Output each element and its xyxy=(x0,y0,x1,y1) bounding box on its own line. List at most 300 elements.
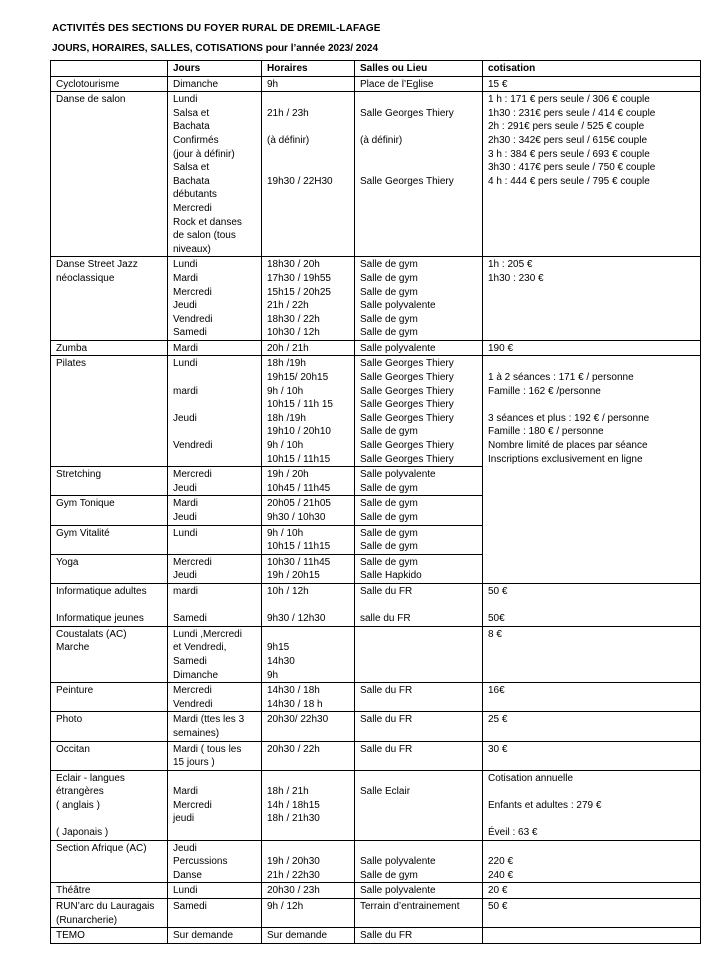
cell-line: Salle de gym xyxy=(360,272,418,284)
cell-line: TEMO xyxy=(56,930,85,942)
days-cell xyxy=(168,899,262,928)
document-title: ACTIVITÉS DES SECTIONS DU FOYER RURAL DE DREMIL-LAFAGE xyxy=(52,23,381,34)
header-hours: Horaires xyxy=(262,61,355,77)
cell-line: Samedi xyxy=(173,655,207,667)
cell-line: Mardi xyxy=(173,272,199,284)
cell-line: 9h / 10h xyxy=(267,440,304,452)
days-cell xyxy=(168,741,262,770)
hours-cell xyxy=(262,928,355,944)
cell-line: Salle de gym xyxy=(360,556,418,568)
cell-line: Marche xyxy=(56,642,90,654)
table-body xyxy=(51,76,701,943)
cell-line: (Runarcherie) xyxy=(56,914,118,926)
cell-line: 10h15 / 11h15 xyxy=(267,453,331,465)
activity-cell xyxy=(51,883,168,899)
cell-line xyxy=(488,812,697,826)
cell-line: Mercredi xyxy=(173,799,212,811)
cell-line: 21h / 23h xyxy=(267,107,309,119)
cell-line: 3 séances et plus : 192 € / personne xyxy=(488,412,650,424)
fee-cell xyxy=(483,683,701,712)
activity-cell xyxy=(51,770,168,840)
cell-line: Place de l’Eglise xyxy=(360,78,434,90)
rooms-cell xyxy=(355,712,483,741)
table-row xyxy=(51,741,701,770)
fee-cell xyxy=(483,583,701,626)
cell-line: 8 € xyxy=(488,628,502,640)
rooms-cell xyxy=(355,92,483,257)
hours-cell xyxy=(262,356,355,467)
cell-line: Salle de gym xyxy=(360,869,418,881)
table-row xyxy=(51,712,701,741)
cell-line xyxy=(173,599,258,613)
cell-line: Dimanche xyxy=(173,78,219,90)
cell-line: Mardi xyxy=(173,498,199,510)
rooms-cell xyxy=(355,770,483,840)
cell-line: mardi xyxy=(173,585,199,597)
cell-line: Lundi xyxy=(173,358,198,370)
cell-line xyxy=(360,772,479,786)
hours-cell xyxy=(262,92,355,257)
cell-line: Mercredi xyxy=(173,286,212,298)
cell-line: Stretching xyxy=(56,469,102,481)
cell-line xyxy=(360,599,479,613)
cell-line: Salle polyvalente xyxy=(360,300,436,312)
cell-line: (à définir) xyxy=(267,134,310,146)
header-days: Jours xyxy=(168,61,262,77)
cell-line: Famille : 180 € / personne xyxy=(488,426,604,438)
cell-line: 14h30 xyxy=(267,655,295,667)
days-cell xyxy=(168,928,262,944)
cell-line: 10h30 / 12h xyxy=(267,327,320,339)
days-cell xyxy=(168,76,262,92)
activity-cell xyxy=(51,583,168,626)
rooms-cell xyxy=(355,741,483,770)
cell-line xyxy=(488,398,697,412)
fee-cell xyxy=(483,770,701,840)
activity-cell xyxy=(51,928,168,944)
cell-line: Salle Georges Thiery xyxy=(360,175,454,187)
cell-line: Peinture xyxy=(56,685,94,697)
cell-line: Salsa et xyxy=(173,107,210,119)
cell-line: 9h30 / 12h30 xyxy=(267,613,326,625)
cell-line: Dimanche xyxy=(173,669,219,681)
fee-cell xyxy=(483,899,701,928)
fee-cell xyxy=(483,840,701,883)
rooms-cell xyxy=(355,467,483,496)
cell-line xyxy=(267,148,351,162)
cell-line: Salle polyvalente xyxy=(360,342,436,354)
cell-line: Jeudi xyxy=(173,842,197,854)
rooms-cell xyxy=(355,257,483,341)
cell-line: Pilates xyxy=(56,358,87,370)
cell-line: 18h /19h xyxy=(267,358,306,370)
cell-line: 9h / 10h xyxy=(267,385,304,397)
cell-line: Terrain d’entrainement xyxy=(360,901,460,913)
cell-line: Mercredi xyxy=(173,202,212,214)
fee-cell xyxy=(483,92,701,257)
table-row xyxy=(51,356,701,467)
activity-cell xyxy=(51,340,168,356)
cell-line: 20h / 21h xyxy=(267,342,309,354)
table-row xyxy=(51,683,701,712)
cell-line: Salle de gym xyxy=(360,541,418,553)
cell-line xyxy=(267,628,351,642)
cell-line: Informatique adultes xyxy=(56,585,147,597)
table-row xyxy=(51,840,701,883)
days-cell xyxy=(168,525,262,554)
activity-cell xyxy=(51,899,168,928)
cell-line xyxy=(360,842,479,856)
cell-line: Jeudi xyxy=(173,512,197,523)
cell-line: 50 € xyxy=(488,901,508,913)
cell-line: Mercredi xyxy=(173,556,212,568)
cell-line: Salle du FR xyxy=(360,930,413,942)
cell-line: Lundi xyxy=(173,259,198,271)
rooms-cell xyxy=(355,554,483,583)
cell-line: Nombre limité de places par séance xyxy=(488,440,648,452)
cell-line xyxy=(488,785,697,799)
cell-line: Section Afrique (AC) xyxy=(56,842,147,854)
cell-line xyxy=(267,120,351,134)
cell-line: 19h / 20h xyxy=(267,469,309,481)
hours-cell xyxy=(262,683,355,712)
cell-line: Lundi ,Mercredi xyxy=(173,628,242,640)
cell-line: Inscriptions exclusivement en ligne xyxy=(488,453,643,465)
cell-line: Salle de gym xyxy=(360,482,418,494)
cell-line: Zumba xyxy=(56,342,88,354)
cell-line: 10h15 / 11h15 xyxy=(267,541,331,553)
cell-line: (jour à définir) xyxy=(173,148,235,160)
activities-table xyxy=(50,60,701,944)
cell-line: 1h : 205 € xyxy=(488,259,533,271)
days-cell xyxy=(168,467,262,496)
cell-line: Vendredi xyxy=(173,440,213,452)
cell-line: Salle du FR xyxy=(360,743,413,755)
cell-line: 14h30 / 18 h xyxy=(267,698,323,710)
cell-line: Samedi xyxy=(173,613,207,625)
rooms-cell xyxy=(355,626,483,682)
fee-cell xyxy=(483,883,701,899)
activity-cell xyxy=(51,92,168,257)
cell-line: 1h30 : 231€ pers seule / 414 € couple xyxy=(488,107,656,119)
activity-cell xyxy=(51,840,168,883)
activity-cell xyxy=(51,257,168,341)
cell-line: Lundi xyxy=(173,527,198,539)
fee-cell xyxy=(483,741,701,770)
cell-line: Vendredi xyxy=(173,313,213,325)
cell-line: 220 € xyxy=(488,856,514,868)
cell-line: 9h xyxy=(267,669,279,681)
cell-line: néoclassique xyxy=(56,272,115,284)
hours-cell xyxy=(262,840,355,883)
activity-cell xyxy=(51,356,168,467)
cell-line: Jeudi xyxy=(173,570,197,582)
cell-line: Salle Eclair xyxy=(360,786,411,798)
cell-line: 10h / 12h xyxy=(267,585,309,597)
cell-line: Salle du FR xyxy=(360,585,413,597)
days-cell xyxy=(168,770,262,840)
cell-line: Coustalats (AC) xyxy=(56,628,127,640)
rooms-cell xyxy=(355,356,483,467)
cell-line: 19h / 20h30 xyxy=(267,856,320,868)
cell-line: Salle polyvalente xyxy=(360,469,436,481)
cell-line xyxy=(173,398,258,412)
rooms-cell xyxy=(355,928,483,944)
days-cell xyxy=(168,883,262,899)
cell-line: 4 h : 444 € pers seule / 795 € couple xyxy=(488,175,650,187)
cell-line xyxy=(173,371,258,385)
hours-cell xyxy=(262,257,355,341)
cell-line: 50€ xyxy=(488,613,505,625)
cell-line: 15 jours ) xyxy=(173,757,215,769)
cell-line: Jeudi xyxy=(173,482,197,494)
days-cell xyxy=(168,626,262,682)
fee-cell xyxy=(483,626,701,682)
cell-line: Vendredi xyxy=(173,698,213,710)
table-header-row xyxy=(51,61,701,77)
cell-line xyxy=(360,93,479,107)
rooms-cell xyxy=(355,683,483,712)
cell-line: Cyclotourisme xyxy=(56,78,120,90)
cell-line: 19h / 20h15 xyxy=(267,570,320,582)
cell-line: Éveil : 63 € xyxy=(488,827,538,839)
cell-line: Sur demande xyxy=(267,930,328,942)
days-cell xyxy=(168,583,262,626)
cell-line xyxy=(267,93,351,107)
cell-line: 50 € xyxy=(488,585,508,597)
header-activity xyxy=(51,61,168,77)
table-row xyxy=(51,770,701,840)
cell-line: 240 € xyxy=(488,869,514,881)
cell-line: 10h45 / 11h45 xyxy=(267,482,331,494)
rooms-cell xyxy=(355,76,483,92)
activity-cell xyxy=(51,496,168,525)
table-row xyxy=(51,626,701,682)
cell-line: 21h / 22h30 xyxy=(267,869,320,881)
fee-cell xyxy=(483,257,701,341)
cell-line: débutants xyxy=(173,189,217,201)
hours-cell xyxy=(262,583,355,626)
hours-cell xyxy=(262,770,355,840)
days-cell xyxy=(168,257,262,341)
hours-cell xyxy=(262,467,355,496)
cell-line: 18h / 21h xyxy=(267,786,309,798)
rooms-cell xyxy=(355,899,483,928)
cell-line: 9h30 / 10h30 xyxy=(267,512,326,523)
cell-line: 18h /19h xyxy=(267,412,306,424)
cell-line: Confirmés xyxy=(173,134,219,146)
cell-line: 20h30/ 22h30 xyxy=(267,714,329,726)
days-cell xyxy=(168,340,262,356)
cell-line: Salle de gym xyxy=(360,527,418,539)
cell-line: Gym Tonique xyxy=(56,498,115,510)
cell-line: Eclair - langues xyxy=(56,772,125,784)
cell-line: Photo xyxy=(56,714,83,726)
cell-line: Salle de gym xyxy=(360,426,418,438)
activity-cell xyxy=(51,467,168,496)
cell-line: et Vendredi, xyxy=(173,642,227,654)
cell-line: RUN’arc du Lauragais xyxy=(56,901,155,913)
cell-line: 9h xyxy=(267,78,279,90)
fee-cell xyxy=(483,76,701,92)
table-row xyxy=(51,899,701,928)
cell-line: Occitan xyxy=(56,743,90,755)
cell-line: Salle Georges Thiery xyxy=(360,412,454,424)
cell-line: Salle de gym xyxy=(360,286,418,298)
days-cell xyxy=(168,356,262,467)
cell-line: Salle de gym xyxy=(360,512,418,523)
cell-line: Yoga xyxy=(56,556,79,568)
cell-line: Salle Georges Thiery xyxy=(360,440,454,452)
days-cell xyxy=(168,683,262,712)
cell-line xyxy=(488,599,697,613)
hours-cell xyxy=(262,712,355,741)
cell-line xyxy=(173,772,258,786)
days-cell xyxy=(168,554,262,583)
cell-line: 15 € xyxy=(488,78,508,90)
header-fee: cotisation xyxy=(483,61,701,77)
cell-line xyxy=(360,120,479,134)
cell-line xyxy=(267,842,351,856)
cell-line: Salle polyvalente xyxy=(360,856,436,868)
table-row xyxy=(51,257,701,341)
cell-line: Salle de gym xyxy=(360,498,418,510)
cell-line: 20 € xyxy=(488,885,508,897)
cell-line: Mercredi xyxy=(173,469,212,481)
days-cell xyxy=(168,712,262,741)
hours-cell xyxy=(262,626,355,682)
cell-line: Lundi xyxy=(173,885,198,897)
hours-cell xyxy=(262,741,355,770)
fee-cell xyxy=(483,356,701,584)
cell-line: 20h05 / 21h05 xyxy=(267,498,331,510)
cell-line: Salle Georges Thiery xyxy=(360,385,454,397)
cell-line: Salle Georges Thiery xyxy=(360,358,454,370)
cell-line: salle du FR xyxy=(360,613,411,625)
cell-line xyxy=(56,599,164,613)
cell-line: jeudi xyxy=(173,813,195,825)
cell-line: de salon (tous xyxy=(173,230,236,242)
cell-line xyxy=(267,161,351,175)
table-row xyxy=(51,340,701,356)
fee-cell xyxy=(483,712,701,741)
cell-line: 25 € xyxy=(488,714,508,726)
cell-line: Mardi xyxy=(173,342,199,354)
cell-line: 2h30 : 342€ pers seul / 615€ couple xyxy=(488,134,648,146)
table-row xyxy=(51,928,701,944)
cell-line: 3 h : 384 € pers seule / 693 € couple xyxy=(488,148,650,160)
table-row xyxy=(51,883,701,899)
table-row xyxy=(51,76,701,92)
cell-line: 19h15/ 20h15 xyxy=(267,372,329,384)
cell-line: 3h30 : 417€ pers seule / 750 € couple xyxy=(488,162,656,174)
cell-line: 2h : 291€ pers seule / 525 € couple xyxy=(488,121,645,133)
activity-cell xyxy=(51,683,168,712)
hours-cell xyxy=(262,883,355,899)
cell-line: 14h / 18h15 xyxy=(267,799,320,811)
cell-line: 9h15 xyxy=(267,642,290,654)
cell-line: Salle de gym xyxy=(360,327,418,339)
activity-cell xyxy=(51,76,168,92)
cell-line: Salle polyvalente xyxy=(360,885,436,897)
cell-line: étrangères xyxy=(56,786,104,798)
rooms-cell xyxy=(355,525,483,554)
cell-line: Danse de salon xyxy=(56,94,126,106)
cell-line: Salle Georges Thiery xyxy=(360,453,454,465)
cell-line: Théâtre xyxy=(56,885,91,897)
days-cell xyxy=(168,496,262,525)
days-cell xyxy=(168,92,262,257)
cell-line xyxy=(488,357,697,371)
cell-line: Bachata xyxy=(173,121,210,133)
cell-line xyxy=(173,425,258,439)
cell-line: Informatique jeunes xyxy=(56,613,144,625)
hours-cell xyxy=(262,340,355,356)
activity-cell xyxy=(51,626,168,682)
activity-cell xyxy=(51,712,168,741)
rooms-cell xyxy=(355,840,483,883)
cell-line: 21h / 22h xyxy=(267,300,309,312)
cell-line: semaines) xyxy=(173,727,220,739)
rooms-cell xyxy=(355,583,483,626)
cell-line: 15h15 / 20h25 xyxy=(267,286,331,298)
activity-cell xyxy=(51,525,168,554)
cell-line: Danse xyxy=(173,869,202,881)
header-rooms: Salles ou Lieu xyxy=(355,61,483,77)
rooms-cell xyxy=(355,496,483,525)
cell-line: Salle Georges Thiery xyxy=(360,372,454,384)
cell-line: Lundi xyxy=(173,94,198,106)
hours-cell xyxy=(262,899,355,928)
cell-line: ( anglais ) xyxy=(56,799,100,811)
cell-line: Jeudi xyxy=(173,412,197,424)
days-cell xyxy=(168,840,262,883)
table-row xyxy=(51,92,701,257)
rooms-cell xyxy=(355,883,483,899)
cell-line: Salle du FR xyxy=(360,685,413,697)
rooms-cell xyxy=(355,340,483,356)
cell-line: Mardi ( tous les xyxy=(173,743,242,755)
cell-line: Cotisation annuelle xyxy=(488,772,574,784)
cell-line xyxy=(360,161,479,175)
cell-line: 9h / 12h xyxy=(267,901,304,913)
cell-line: Bachata xyxy=(173,175,210,187)
cell-line: Rock et danses xyxy=(173,216,242,228)
cell-line: mardi xyxy=(173,385,199,397)
cell-line: Enfants et adultes : 279 € xyxy=(488,799,602,811)
hours-cell xyxy=(262,76,355,92)
cell-line: 10h30 / 11h45 xyxy=(267,556,331,568)
cell-line xyxy=(56,812,164,826)
cell-line: Samedi xyxy=(173,901,207,913)
cell-line: 1 h : 171 € pers seule / 306 € couple xyxy=(488,94,650,106)
cell-line: Famille : 162 € /personne xyxy=(488,385,601,397)
cell-line: Salle Georges Thiery xyxy=(360,399,454,411)
cell-line: 1 à 2 séances : 171 € / personne xyxy=(488,372,634,384)
cell-line xyxy=(488,842,697,856)
cell-line: 17h30 / 19h55 xyxy=(267,272,331,284)
table-row xyxy=(51,583,701,626)
cell-line: niveaux) xyxy=(173,243,211,255)
cell-line: 16€ xyxy=(488,685,505,697)
activity-cell xyxy=(51,554,168,583)
cell-line: Samedi xyxy=(173,327,207,339)
cell-line: Percussions xyxy=(173,856,228,868)
cell-line: 18h30 / 20h xyxy=(267,259,320,271)
cell-line: Salle du FR xyxy=(360,714,413,726)
cell-line: Salle de gym xyxy=(360,259,418,271)
fee-cell xyxy=(483,928,701,944)
